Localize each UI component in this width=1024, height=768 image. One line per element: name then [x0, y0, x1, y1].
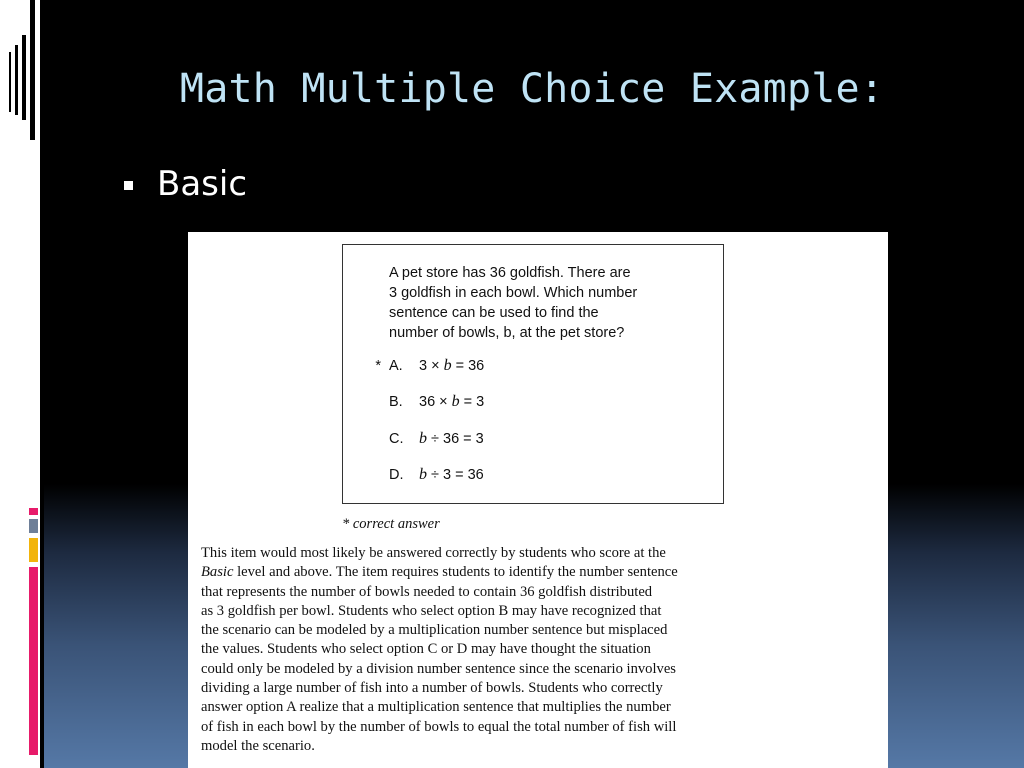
- left-decorative-strip: [0, 0, 40, 768]
- stem-line: number of bowls, b, at the pet store?: [389, 325, 625, 341]
- bullet-text: Basic: [157, 164, 248, 204]
- level-name: Basic: [201, 564, 234, 581]
- option-var: b: [419, 430, 427, 447]
- option-pre: 3 ×: [419, 358, 444, 374]
- stem-line: 3 goldfish in each bowl. Which number: [389, 285, 638, 301]
- option-c: [371, 430, 484, 448]
- option-pre: 36 ×: [419, 394, 452, 410]
- accent-block: [29, 567, 38, 755]
- option-post: = 36: [451, 358, 485, 374]
- option-post: ÷ 36 = 3: [427, 431, 484, 447]
- explanation-line: that represents the number of bowls needed to contain 36 goldfish distributed: [201, 583, 653, 600]
- option-a: [371, 357, 484, 375]
- square-bullet-icon: [124, 181, 133, 190]
- explanation-line: could only be modeled by a division number sentence since the scenario involves: [201, 660, 676, 677]
- correct-marker: *: [375, 358, 381, 374]
- explanation-line: the values. Students who select option C or D may have thought the situation: [201, 641, 651, 658]
- explanation-line: [201, 563, 881, 582]
- option-var: b: [451, 393, 460, 410]
- accent-block: [29, 538, 38, 562]
- accent-block: [29, 508, 38, 515]
- question-stem: [389, 263, 709, 343]
- option-letter: C.: [389, 431, 404, 447]
- option-letter: B.: [389, 394, 403, 410]
- option-letter: A.: [389, 358, 403, 374]
- explanation-line-rest: level and above. The item requires students to identify the number sentence: [233, 564, 678, 581]
- explanation-line: This item would most likely be answered correctly by students who score at the: [201, 545, 666, 561]
- option-b: [371, 393, 484, 411]
- slide-title: Math Multiple Choice Example:: [179, 66, 885, 112]
- option-var: b: [443, 357, 452, 374]
- answer-caption: * correct answer: [342, 516, 440, 532]
- explanation-line: model the scenario.: [201, 737, 315, 754]
- stem-line: sentence can be used to find the: [389, 305, 599, 321]
- explanation-line: as 3 goldfish per bowl. Students who select option B may have recognized that: [201, 602, 662, 619]
- accent-block: [29, 519, 38, 533]
- option-post: ÷ 3 = 36: [427, 467, 484, 483]
- explanation-line: of fish in each bowl by the number of bowls to equal the total number of fish will: [201, 718, 677, 735]
- option-d: [371, 466, 484, 484]
- option-post: = 3: [459, 394, 485, 410]
- divider: [40, 0, 44, 768]
- explanation-line: answer option A realize that a multiplication sentence that multiplies the number: [201, 699, 671, 716]
- explanation-line: dividing a large number of fish into a number of bowls. Students who correctly: [201, 680, 663, 697]
- option-var: b: [419, 466, 427, 483]
- explanation-text: [201, 544, 881, 756]
- question-figure: [188, 232, 888, 768]
- option-letter: D.: [389, 467, 404, 483]
- question-box: [342, 244, 724, 504]
- bullet-item: [124, 164, 247, 204]
- stem-line: A pet store has 36 goldfish. There are: [389, 265, 631, 281]
- explanation-line: the scenario can be modeled by a multiplication number sentence but misplaced: [201, 622, 668, 639]
